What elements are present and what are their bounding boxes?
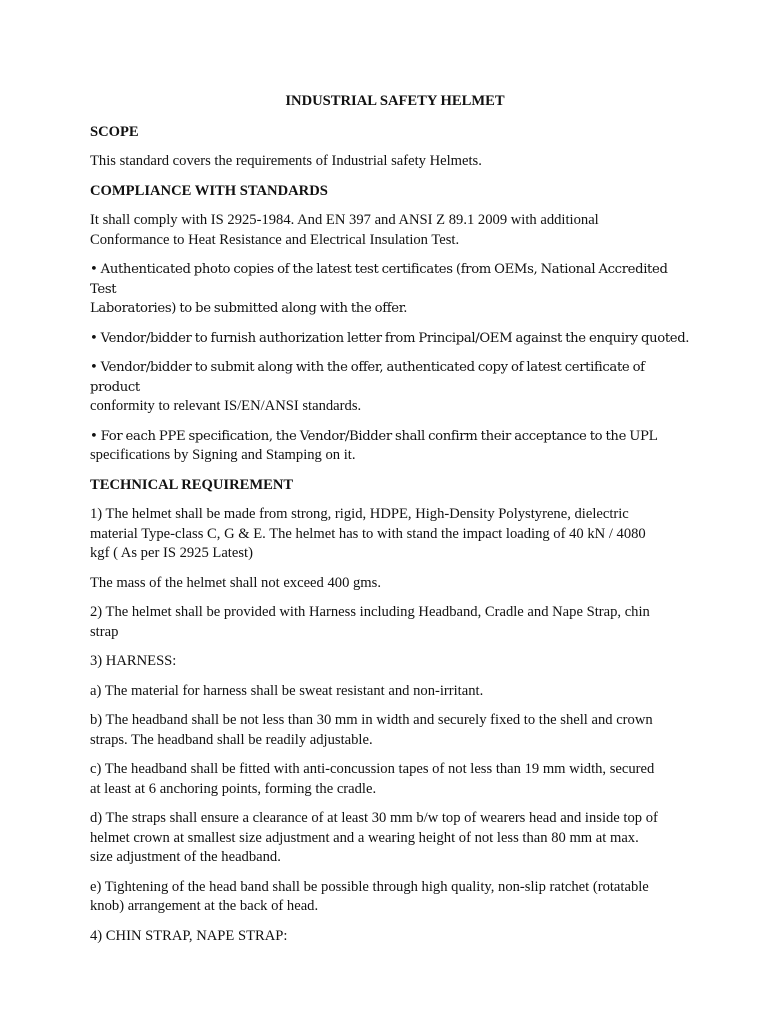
requirement-item-3-harness: 3) HARNESS: [90,653,177,669]
technical-heading: TECHNICAL REQUIREMENT [90,476,294,493]
bullet-item-acceptance [90,427,690,466]
compliance-intro [90,211,690,250]
document-page [90,92,690,956]
requirement-line: 2) The helmet shall be provided with Harness including Headband, Cradle and Nape Strap, chin [90,604,650,620]
requirement-item-2 [90,603,690,642]
harness-item-e [90,878,690,917]
compliance-intro-line: It shall comply with IS 2925-1984. And EN 397 and ANSI Z 89.1 2009 with additional [90,212,599,228]
bullet-line: conformity to relevant IS/EN/ANSI standards. [90,398,362,414]
document-title: INDUSTRIAL SAFETY HELMET [285,93,505,109]
harness-item-c [90,760,690,799]
harness-item-b [90,711,690,750]
requirement-line: material Type-class C, G & E. The helmet has to with stand the impact loading of 40 kN / 4080 [90,525,646,542]
bullet-item-certificates [90,260,690,319]
requirement-line: d) The straps shall ensure a clearance of at least 30 mm b/w top of wearers head and inside top of [90,810,658,826]
requirement-line: 1) The helmet shall be made from strong, rigid, HDPE, High-Density Polystyrene, dielectric [90,506,629,522]
bullet-line: specifications by Signing and Stamping on it. [90,447,356,463]
bullet-line: Laboratories) to be submitted along with the offer. [90,301,408,316]
requirement-mass: The mass of the helmet shall not exceed 400 gms. [90,574,381,591]
bullet-item-authorization [90,329,690,349]
requirement-line: at least at 6 anchoring points, forming the cradle. [90,780,377,797]
bullet-line: • Authenticated photo copies of the latest test certificates (from OEMs, National Accredited Test [90,262,668,297]
requirement-line: strap [90,623,119,640]
bullet-line: • For each PPE specification, the Vendor/Bidder shall confirm their acceptance to the UPL [90,428,657,444]
requirement-line: knob) arrangement at the back of head. [90,898,319,914]
bullet-line: • Vendor/bidder to submit along with the offer, authenticated copy of latest certificate of product [90,360,645,395]
requirement-line: e) Tightening of the head band shall be possible through high quality, non-slip ratchet (rotatable [90,878,649,895]
requirement-line: b) The headband shall be not less than 30 mm in width and securely fixed to the shell and crown [90,712,653,728]
harness-item-d [90,809,690,868]
requirement-item-4-chin-strap: 4) CHIN STRAP, NAPE STRAP: [90,927,288,944]
scope-heading: SCOPE [90,123,139,140]
requirement-line: straps. The headband shall be readily adjustable. [90,731,373,748]
scope-text: This standard covers the requirements of Industrial safety Helmets. [90,153,482,169]
bullet-line: • Vendor/bidder to furnish authorization letter from Principal/OEM against the enquiry quoted. [90,330,690,346]
requirement-item-1 [90,505,690,564]
compliance-intro-line: Conformance to Heat Resistance and Electrical Insulation Test. [90,231,460,248]
requirement-line: size adjustment of the headband. [90,849,281,865]
compliance-heading: COMPLIANCE WITH STANDARDS [90,182,328,199]
requirement-line: c) The headband shall be fitted with anti-concussion tapes of not less than 19 mm width, secured [90,761,655,777]
harness-item-a: a) The material for harness shall be sweat resistant and non-irritant. [90,682,484,699]
requirement-line: kgf ( As per IS 2925 Latest) [90,545,253,561]
requirement-line: helmet crown at smallest size adjustment and a wearing height of not less than 80 mm at max. [90,829,639,846]
bullet-item-conformity [90,358,690,417]
